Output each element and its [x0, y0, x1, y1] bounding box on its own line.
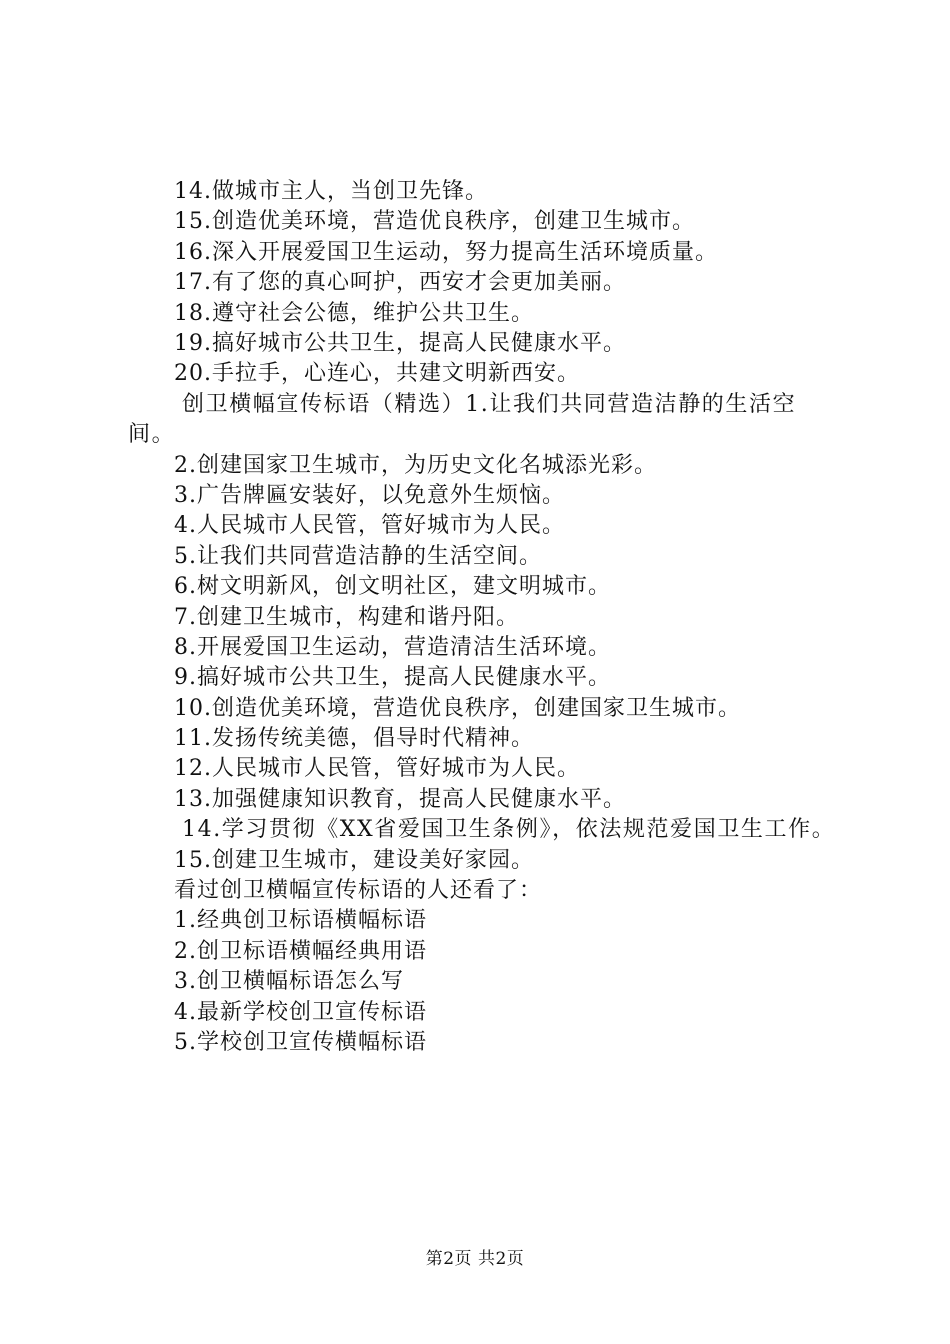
text-line: 15.创造优美环境，营造优良秩序，创建卫生城市。	[174, 209, 695, 235]
related-link[interactable]: 5.学校创卫宣传横幅标语	[174, 1029, 427, 1055]
text-line: 8.开展爱国卫生运动，营造清洁生活环境。	[174, 634, 611, 660]
text-line: 19.搞好城市公共卫生，提高人民健康水平。	[174, 330, 626, 356]
text-line: 7.创建卫生城市，构建和谐丹阳。	[174, 604, 519, 630]
text-line: 11.发扬传统美德，倡导时代精神。	[174, 726, 534, 752]
related-link[interactable]: 1.经典创卫标语横幅标语	[174, 908, 427, 934]
related-link[interactable]: 4.最新学校创卫宣传标语	[174, 999, 427, 1025]
text-line: 3.广告牌匾安装好，以免意外生烦恼。	[174, 482, 565, 508]
related-link[interactable]: 3.创卫横幅标语怎么写	[174, 969, 404, 995]
wrapped-paragraph: 14.学习贯彻《XX省爱国卫生条例》，依法规范爱国卫生工作。	[182, 817, 836, 843]
text-line: 2.创建国家卫生城市，为历史文化名城添光彩。	[174, 452, 657, 478]
text-line: 17.有了您的真心呵护，西安才会更加美丽。	[174, 270, 626, 296]
text-line: 20.手拉手，心连心，共建文明新西安。	[174, 361, 580, 387]
document-body	[128, 177, 838, 1058]
text-line: 16.深入开展爱国卫生运动，努力提高生活环境质量。	[174, 239, 718, 265]
text-line: 4.人民城市人民管，管好城市为人民。	[174, 513, 565, 539]
related-heading: 看过创卫横幅宣传标语的人还看了：	[174, 878, 543, 904]
text-line: 6.树文明新风，创文明社区，建文明城市。	[174, 574, 611, 600]
text-line: 13.加强健康知识教育，提高人民健康水平。	[174, 786, 626, 812]
text-line: 12.人民城市人民管，管好城市为人民。	[174, 756, 580, 782]
related-link[interactable]: 2.创卫标语横幅经典用语	[174, 938, 427, 964]
text-line: 18.遵守社会公德，维护公共卫生。	[174, 300, 534, 326]
text-line: 5.让我们共同营造洁静的生活空间。	[174, 543, 542, 569]
text-line: 14.做城市主人，当创卫先锋。	[174, 179, 488, 204]
page-footer: 第2页 共2页	[425, 1249, 525, 1269]
text-line: 9.搞好城市公共卫生，提高人民健康水平。	[174, 665, 611, 691]
text-line: 10.创造优美环境，营造优良秩序，创建国家卫生城市。	[174, 695, 741, 721]
text-line: 15.创建卫生城市，建设美好家园。	[174, 847, 534, 873]
section-heading-paragraph: 创卫横幅宣传标语（精选）1.让我们共同营造洁静的生活空间。	[128, 391, 797, 448]
